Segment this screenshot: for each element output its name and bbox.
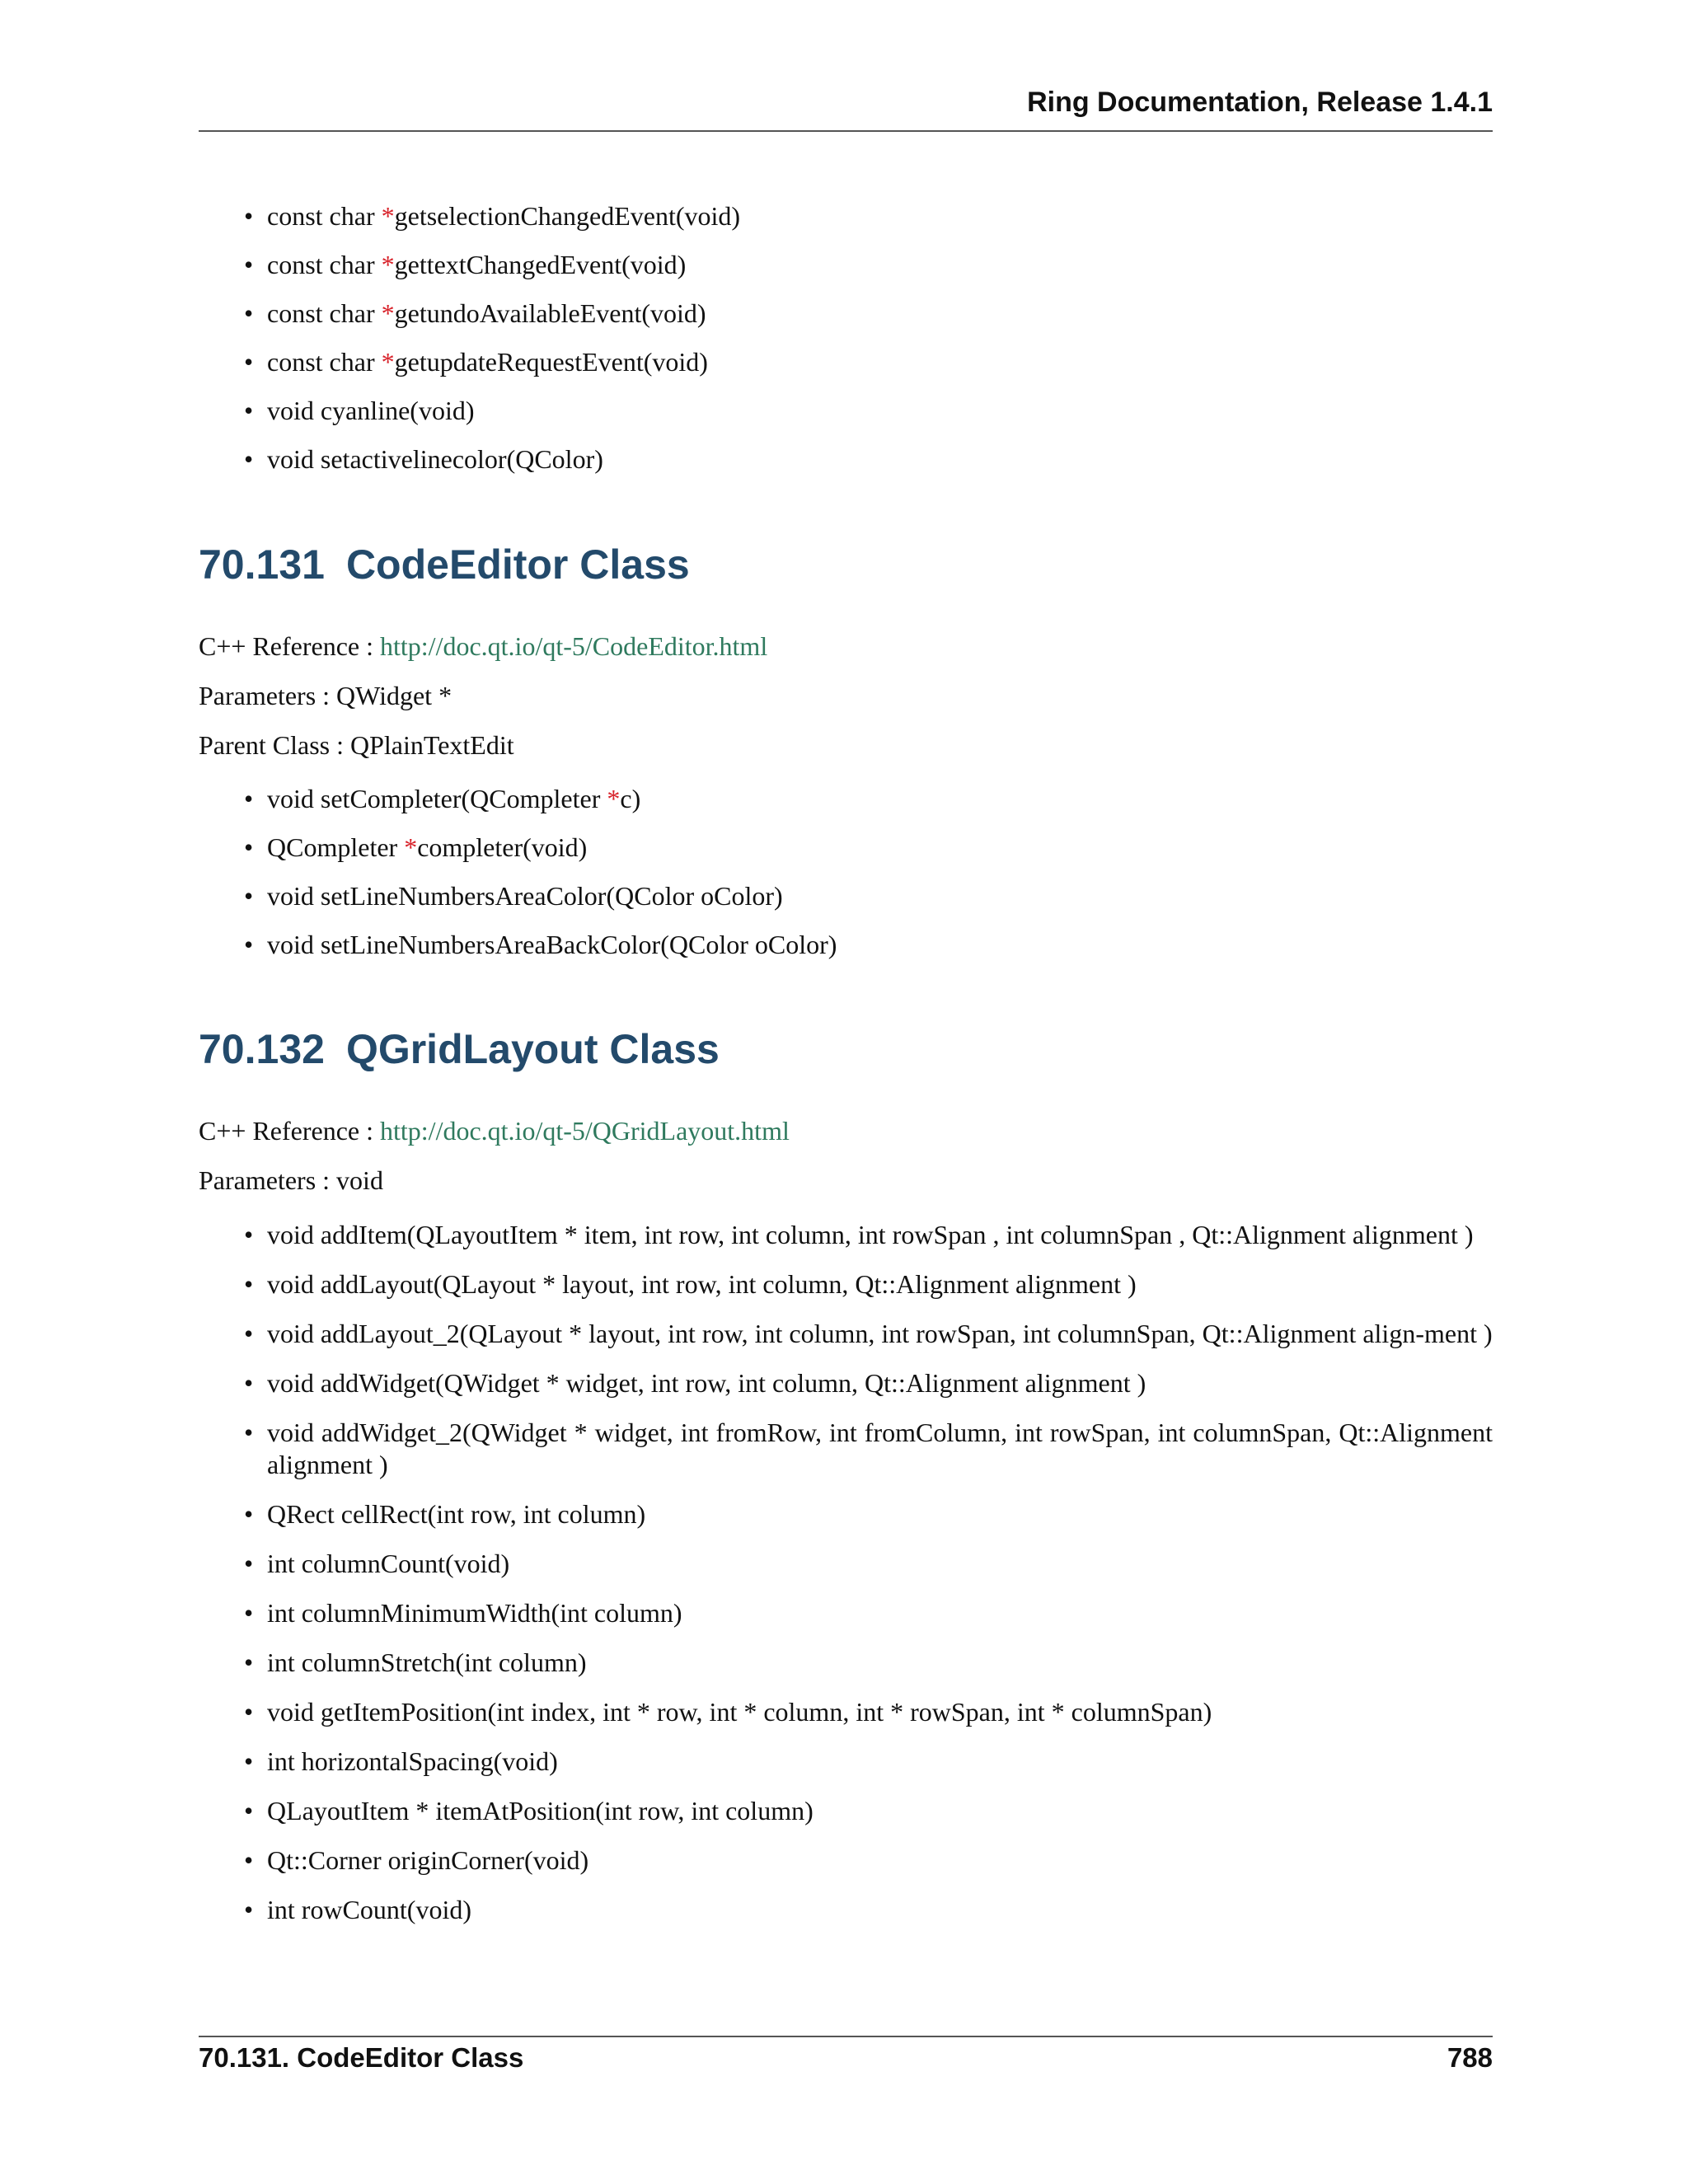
list-item: • QRect cellRect(int row, int column) (199, 1498, 1493, 1530)
cpp-reference: C++ Reference : http://doc.qt.io/qt-5/QGridLayout.html (199, 1116, 790, 1146)
section-heading-qgridlayout: 70.132 QGridLayout Class (199, 1026, 720, 1072)
parameters-text: Parameters : QWidget * (199, 681, 452, 710)
list-item: • void addWidget_2(QWidget * widget, int fromRow, int fromColumn, int rowSpan, int columnSpan, Qt::Alignment alignment ) (199, 1417, 1493, 1481)
list-item: • QLayoutItem * itemAtPosition(int row, int column) (199, 1795, 1493, 1827)
reference-link[interactable]: http://doc.qt.io/qt-5/CodeEditor.html (380, 631, 768, 661)
continued-method-list (199, 200, 1493, 476)
list-item: • QCompleter *completer(void) (199, 832, 1493, 864)
list-item: • const char *getundoAvailableEvent(void) (199, 298, 1493, 330)
list-item: • void addLayout_2(QLayout * layout, int row, int column, int rowSpan, int columnSpan, Qt::Alignment align-ment ) (199, 1318, 1493, 1350)
document-page (199, 0, 1493, 2184)
list-item: • void cyanline(void) (199, 395, 1493, 427)
list-item: • void addLayout(QLayout * layout, int row, int column, Qt::Alignment alignment ) (199, 1268, 1493, 1301)
footer-section-title: 70.131. CodeEditor Class (199, 2042, 524, 2073)
page-number: 788 (1447, 2042, 1493, 2073)
section-heading-codeeditor: 70.131 CodeEditor Class (199, 541, 690, 588)
list-item: • int rowCount(void) (199, 1894, 1493, 1926)
cpp-reference: C++ Reference : http://doc.qt.io/qt-5/CodeEditor.html (199, 631, 768, 661)
list-item: • int horizontalSpacing(void) (199, 1746, 1493, 1778)
list-item: • void setLineNumbersAreaColor(QColor oColor) (199, 880, 1493, 912)
parameters-text: Parameters : void (199, 1165, 383, 1195)
reference-link[interactable]: http://doc.qt.io/qt-5/QGridLayout.html (380, 1116, 790, 1146)
running-header (199, 87, 1493, 132)
qgridlayout-method-list (199, 1219, 1493, 1926)
list-item: • const char *getselectionChangedEvent(void) (199, 200, 1493, 232)
list-item: • const char *gettextChangedEvent(void) (199, 249, 1493, 281)
running-footer (199, 2036, 1493, 2079)
list-item: • const char *getupdateRequestEvent(void) (199, 346, 1493, 378)
codeeditor-method-list (199, 783, 1493, 961)
document-title: Ring Documentation, Release 1.4.1 (1027, 87, 1493, 118)
list-item: • Qt::Corner originCorner(void) (199, 1844, 1493, 1877)
list-item: • int columnCount(void) (199, 1548, 1493, 1580)
list-item: • void addWidget(QWidget * widget, int row, int column, Qt::Alignment alignment ) (199, 1367, 1493, 1399)
list-item: • void addItem(QLayoutItem * item, int row, int column, int rowSpan , int columnSpan , Qt::Alignment alignment ) (199, 1219, 1493, 1251)
list-item: • int columnMinimumWidth(int column) (199, 1597, 1493, 1629)
list-item: • void setLineNumbersAreaBackColor(QColor oColor) (199, 929, 1493, 961)
list-item: • void setCompleter(QCompleter *c) (199, 783, 1493, 815)
list-item: • void getItemPosition(int index, int * row, int * column, int * rowSpan, int * columnSpan) (199, 1696, 1493, 1728)
list-item: • int columnStretch(int column) (199, 1647, 1493, 1679)
parent-class-text: Parent Class : QPlainTextEdit (199, 730, 514, 760)
list-item: • void setactivelinecolor(QColor) (199, 443, 1493, 476)
